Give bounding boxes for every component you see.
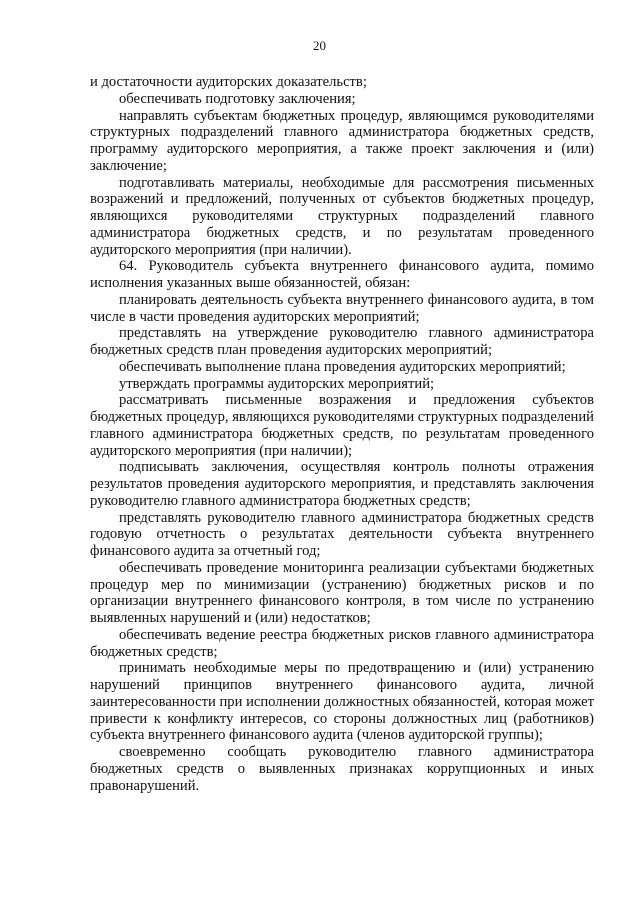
paragraph: направлять субъектам бюджетных процедур, являющимся руководителями структурных подразделений главного администратора бюджетных средств, программу аудиторского мероприятия, а также проект заключения и (или) заключение;	[90, 107, 594, 174]
paragraph: обеспечивать подготовку заключения;	[119, 90, 356, 107]
paragraph: обеспечивать выполнение плана проведения аудиторских мероприятий;	[119, 358, 566, 375]
document-body	[90, 74, 594, 794]
page-number: 20	[313, 38, 326, 53]
paragraph: подписывать заключения, осуществляя контроль полноты отражения результатов проведения аудиторского мероприятия, и представлять заключения руководителю главного администратора бюджетных средств;	[90, 459, 594, 509]
paragraph-continuation: и достаточности аудиторских доказательств;	[90, 74, 367, 90]
paragraph: своевременно сообщать руководителю главного администратора бюджетных средств о выявленных признаках коррупционных и иных правонарушений.	[90, 744, 594, 794]
paragraph: принимать необходимые меры по предотвращению и (или) устранению нарушений принципов внутреннего финансового аудита, личной заинтересованности при исполнении должностных обязанностей, которая может привести к конфликту интересов, со стороны должностных лиц (работников) субъекта внутреннего финансового аудита (членов аудиторской группы);	[90, 660, 594, 744]
paragraph: обеспечивать проведение мониторинга реализации субъектами бюджетных процедур мер по минимизации (устранению) бюджетных рисков и по организации внутреннего финансового контроля, в том числе по устранению выявленных нарушений и (или) недостатков;	[90, 559, 594, 626]
paragraph: планировать деятельность субъекта внутреннего финансового аудита, в том числе в части проведения аудиторских мероприятий;	[90, 291, 594, 325]
paragraph: представлять руководителю главного администратора бюджетных средств годовую отчетность о результатах деятельности субъекта внутреннего финансового аудита за отчетный год;	[90, 509, 594, 559]
paragraph: обеспечивать ведение реестра бюджетных рисков главного администратора бюджетных средств;	[90, 626, 594, 660]
paragraph: рассматривать письменные возражения и предложения субъектов бюджетных процедур, являющихся руководителями структурных подразделений главного администратора бюджетных средств, по результатам проведенного аудиторского мероприятия (при наличии);	[90, 392, 594, 459]
paragraph: подготавливать материалы, необходимые для рассмотрения письменных возражений и предложений, полученных от субъектов бюджетных процедур, являющихся руководителями структурных подразделений главного администратора бюджетных средств, и по результатам проведенного аудиторского мероприятия (при наличии).	[90, 174, 594, 258]
paragraph-item-64: 64. Руководитель субъекта внутреннего финансового аудита, помимо исполнения указанных выше обязанностей, обязан:	[90, 258, 594, 291]
paragraph: представлять на утверждение руководителю главного администратора бюджетных средств план проведения аудиторских мероприятий;	[90, 325, 594, 358]
paragraph: утверждать программы аудиторских мероприятий;	[119, 375, 435, 392]
